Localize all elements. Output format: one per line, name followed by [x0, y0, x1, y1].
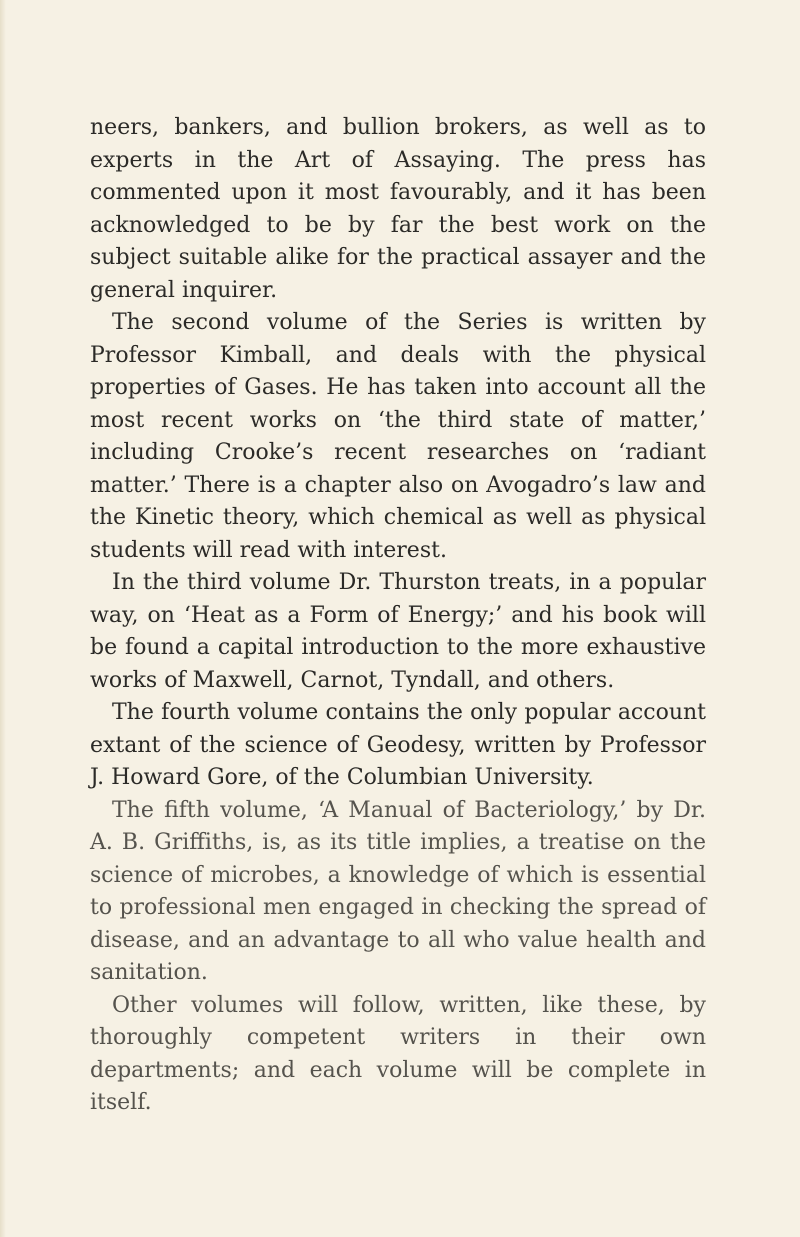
body-text	[90, 112, 706, 1120]
page-edge-shadow	[0, 0, 6, 1237]
paragraph-geodesy: The fourth volume contains the only popular account extant of the science of Geodesy, written by Professor J. Howard Gore, of the Columbian University.	[90, 700, 706, 790]
paragraph-gases: The second volume of the Series is written by Professor Kimball, and deals with the physical properties of Gases. He has taken into account all the most recent works on ‘the third state of matter,’ including Crooke’s recent researches on ‘radiant matter.’ There is a chapter also on Avogadro’s law and the Kinetic theory, which chemical as well as physical students will read with interest.	[90, 310, 706, 563]
paragraph-assaying: neers, bankers, and bullion brokers, as well as to experts in the Art of Assaying. The press has commented upon it most favourably, and it has been acknowledged to be by far the best work on the subject suitable alike for the practical assayer and the general inquirer.	[90, 115, 706, 303]
paragraph-bacteriology: The fifth volume, ‘A Manual of Bacteriology,’ by Dr. A. B. Griffiths, is, as its title implies, a treatise on the science of microbes, a knowledge of which is essential to professional men engaged in checking the spread of disease, and an advantage to all who value health and sanitation.	[90, 797, 706, 985]
paragraph-other-volumes: Other volumes will follow, written, like these, by thoroughly competent writers in their own departments; and each volume will be complete in itself.	[90, 992, 706, 1115]
paragraph-heat: In the third volume Dr. Thurston treats, in a popular way, on ‘Heat as a Form of Energy;’ and his book will be found a capital introduction to the more exhaustive works of Maxwell, Carnot, Tyndall, and others.	[90, 570, 706, 693]
